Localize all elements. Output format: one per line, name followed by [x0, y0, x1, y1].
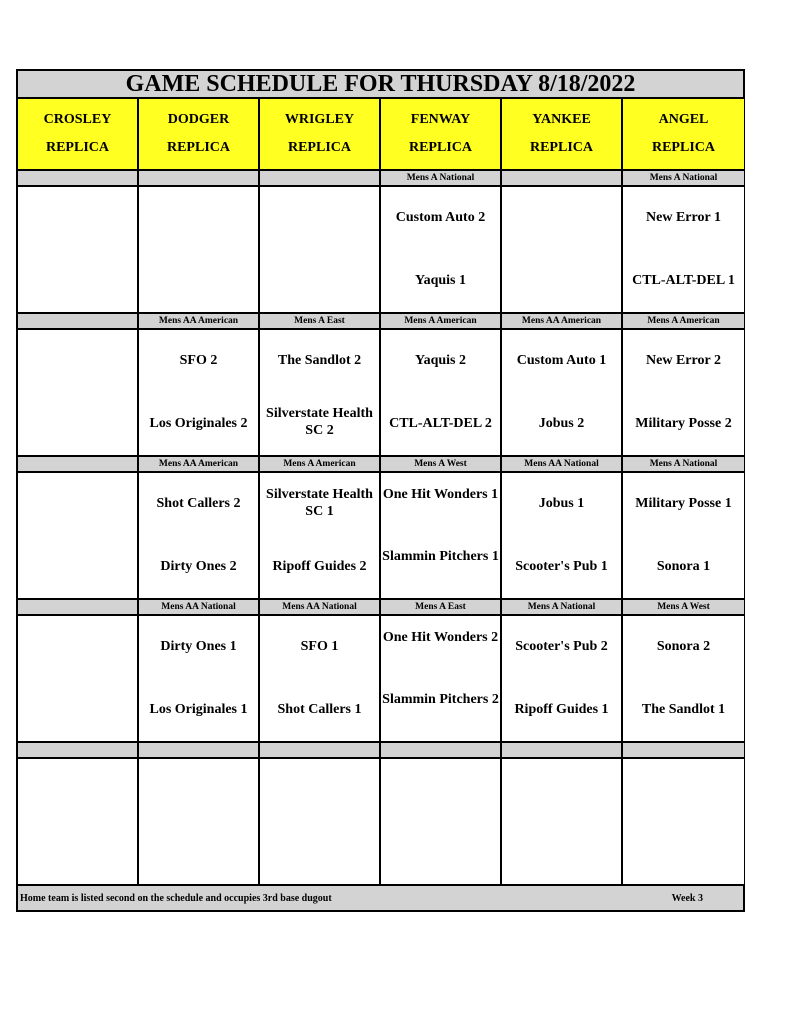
- field-header-fenway: [381, 99, 502, 171]
- game-cell: [502, 473, 623, 600]
- division-label: [623, 743, 744, 759]
- away-team: Jobus 1: [538, 496, 585, 511]
- game-cell: [623, 616, 744, 743]
- division-label: Mens AA American: [139, 314, 260, 330]
- division-label: [381, 743, 502, 759]
- game-cell: [139, 473, 260, 600]
- game-cell: [623, 473, 744, 600]
- schedule-sheet: [16, 69, 745, 912]
- division-label: [18, 600, 139, 616]
- away-team: New Error 2: [646, 353, 721, 368]
- away-team: SFO 2: [179, 353, 218, 368]
- away-team: SFO 1: [300, 639, 339, 654]
- division-label: [18, 171, 139, 187]
- away-team: Sonora 2: [656, 639, 711, 654]
- footer-note: Home team is listed second on the schedule and occupies 3rd base dugout: [20, 892, 332, 904]
- field-header-yankee: [502, 99, 623, 171]
- division-label: Mens A American: [623, 314, 744, 330]
- away-team: Silverstate Health SC 1: [266, 487, 373, 519]
- game-cell: [18, 330, 139, 457]
- division-label: [18, 743, 139, 759]
- away-team: Scooter's Pub 2: [515, 639, 608, 654]
- field-name: DODGER: [167, 112, 230, 127]
- field-header-wrigley: [260, 99, 381, 171]
- field-name: FENWAY: [410, 112, 471, 127]
- division-label: Mens AA National: [260, 600, 381, 616]
- game-row: [18, 759, 743, 886]
- game-row: [18, 187, 743, 314]
- division-label: Mens A National: [623, 457, 744, 473]
- game-cell: [139, 330, 260, 457]
- home-team: The Sandlot 1: [641, 702, 726, 717]
- away-team: One Hit Wonders 2: [382, 630, 499, 645]
- division-row: [18, 600, 743, 616]
- field-header-angel: [623, 99, 744, 171]
- division-row: [18, 314, 743, 330]
- division-label: Mens A American: [260, 457, 381, 473]
- home-team: Los Originales 1: [149, 702, 248, 717]
- division-label: [139, 171, 260, 187]
- game-cell: [502, 759, 623, 886]
- page-title: GAME SCHEDULE FOR THURSDAY 8/18/2022: [18, 71, 743, 99]
- home-team: Jobus 2: [538, 416, 585, 431]
- away-team: Dirty Ones 1: [160, 639, 237, 654]
- home-team: CTL-ALT-DEL 1: [632, 273, 735, 288]
- away-team: Custom Auto 1: [516, 353, 607, 368]
- game-cell: [381, 187, 502, 314]
- field-type: REPLICA: [529, 140, 593, 155]
- division-label: Mens A West: [623, 600, 744, 616]
- game-cell: [18, 759, 139, 886]
- division-label: [18, 457, 139, 473]
- division-label: Mens AA American: [502, 314, 623, 330]
- away-team: The Sandlot 2: [277, 353, 362, 368]
- game-cell: [18, 473, 139, 600]
- game-cell: [18, 616, 139, 743]
- game-cell: [502, 616, 623, 743]
- game-cell: [260, 473, 381, 600]
- home-team: CTL-ALT-DEL 2: [389, 416, 492, 431]
- division-label: Mens A National: [623, 171, 744, 187]
- field-header-dodger: [139, 99, 260, 171]
- field-header-crosley: [18, 99, 139, 171]
- field-type: REPLICA: [45, 140, 109, 155]
- division-label: Mens A East: [260, 314, 381, 330]
- division-row: [18, 743, 743, 759]
- field-name: CROSLEY: [43, 112, 112, 127]
- division-label: [502, 171, 623, 187]
- game-row: [18, 473, 743, 600]
- game-row: [18, 616, 743, 743]
- division-label: [18, 314, 139, 330]
- game-cell: [623, 330, 744, 457]
- home-team: Los Originales 2: [149, 416, 248, 431]
- division-label: Mens A National: [502, 600, 623, 616]
- home-team: Slammin Pitchers 2: [382, 692, 499, 707]
- home-team: Scooter's Pub 1: [515, 559, 608, 574]
- division-label: Mens A National: [381, 171, 502, 187]
- home-team: Silverstate Health SC 2: [266, 406, 373, 438]
- home-team: Military Posse 2: [635, 416, 732, 431]
- home-team: Dirty Ones 2: [160, 559, 237, 574]
- game-cell: [260, 759, 381, 886]
- away-team: New Error 1: [646, 210, 721, 225]
- away-team: Custom Auto 2: [395, 210, 486, 225]
- game-cell: [260, 330, 381, 457]
- game-cell: [260, 187, 381, 314]
- home-team: Shot Callers 1: [277, 702, 362, 717]
- game-cell: [381, 330, 502, 457]
- division-label: [260, 743, 381, 759]
- division-label: Mens AA National: [502, 457, 623, 473]
- game-cell: [381, 759, 502, 886]
- game-cell: [139, 759, 260, 886]
- game-cell: [502, 187, 623, 314]
- game-cell: [381, 473, 502, 600]
- game-row: [18, 330, 743, 457]
- field-name: YANKEE: [532, 112, 591, 127]
- division-label: Mens AA National: [139, 600, 260, 616]
- game-cell: [623, 759, 744, 886]
- field-type: REPLICA: [408, 140, 472, 155]
- away-team: Shot Callers 2: [156, 496, 241, 511]
- division-row: [18, 457, 743, 473]
- game-cell: [139, 616, 260, 743]
- field-type: REPLICA: [651, 140, 715, 155]
- division-label: [502, 743, 623, 759]
- field-name: ANGEL: [658, 112, 709, 127]
- away-team: One Hit Wonders 1: [382, 487, 499, 502]
- division-label: Mens A East: [381, 600, 502, 616]
- field-type: REPLICA: [166, 140, 230, 155]
- home-team: Slammin Pitchers 1: [382, 549, 499, 564]
- game-cell: [260, 616, 381, 743]
- home-team: Sonora 1: [656, 559, 711, 574]
- division-row: [18, 171, 743, 187]
- division-label: Mens AA American: [139, 457, 260, 473]
- field-type: REPLICA: [287, 140, 351, 155]
- home-team: Yaquis 1: [415, 273, 466, 288]
- division-label: Mens A American: [381, 314, 502, 330]
- field-header-row: [18, 99, 743, 171]
- game-cell: [502, 330, 623, 457]
- game-cell: [623, 187, 744, 314]
- division-label: [139, 743, 260, 759]
- division-label: [260, 171, 381, 187]
- game-cell: [381, 616, 502, 743]
- away-team: Military Posse 1: [635, 496, 732, 511]
- footer: [18, 886, 743, 910]
- game-cell: [18, 187, 139, 314]
- away-team: Yaquis 2: [415, 353, 466, 368]
- division-label: Mens A West: [381, 457, 502, 473]
- game-cell: [139, 187, 260, 314]
- home-team: Ripoff Guides 1: [514, 702, 609, 717]
- field-name: WRIGLEY: [284, 112, 355, 127]
- home-team: Ripoff Guides 2: [272, 559, 367, 574]
- week-label: Week 3: [671, 892, 703, 904]
- game-slots: [18, 171, 743, 886]
